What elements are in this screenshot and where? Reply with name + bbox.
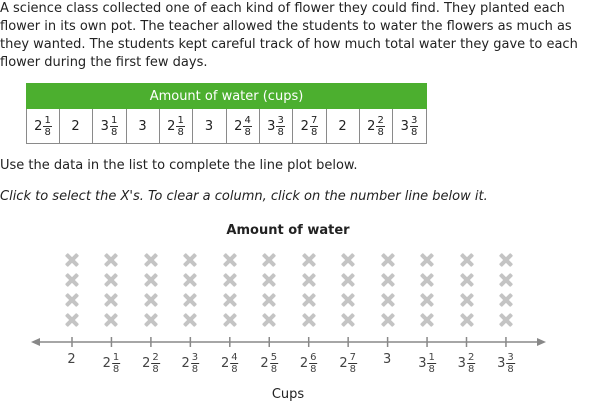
- whole-part: 3: [418, 356, 427, 371]
- x-mark-icon[interactable]: [460, 273, 474, 287]
- mixed-number: [260, 352, 278, 375]
- x-mark-icon[interactable]: [499, 273, 513, 287]
- number-line[interactable]: [0, 332, 600, 352]
- x-mark-icon[interactable]: [381, 313, 395, 327]
- table-cell: [260, 109, 293, 144]
- x-mark-icon[interactable]: [183, 273, 197, 287]
- x-mark-icon[interactable]: [302, 253, 316, 267]
- whole-part: 3: [497, 356, 506, 371]
- denominator: 8: [428, 364, 435, 375]
- numerator: 3: [507, 352, 514, 363]
- table-cell: [360, 109, 393, 144]
- mixed-number: [103, 352, 121, 375]
- fraction: [191, 352, 199, 375]
- denominator: 8: [507, 364, 514, 375]
- x-mark-icon[interactable]: [183, 293, 197, 307]
- whole-part: 3: [100, 118, 109, 134]
- fraction: [151, 352, 159, 375]
- whole-part: 2: [67, 352, 76, 367]
- left-arrow-icon: [31, 338, 40, 346]
- denominator: 8: [467, 364, 475, 375]
- click-instruction-text: Click to select the X's. To clear a column, click on the number line below it.: [0, 189, 488, 204]
- numerator: 3: [410, 114, 418, 126]
- mixed-number: [339, 352, 357, 375]
- fraction: [410, 115, 418, 138]
- x-mark-icon[interactable]: [381, 273, 395, 287]
- table-cell: [227, 109, 260, 144]
- mixed-number: [142, 352, 160, 375]
- x-mark-icon[interactable]: [302, 293, 316, 307]
- mixed-number: [138, 119, 147, 134]
- numerator: 2: [467, 352, 475, 363]
- tick-label[interactable]: [260, 352, 278, 375]
- numerator: 6: [310, 352, 317, 363]
- x-mark-icon[interactable]: [223, 273, 237, 287]
- numerator: 2: [377, 114, 384, 126]
- fraction: [506, 352, 514, 375]
- numerator: 3: [191, 352, 199, 363]
- fraction: [310, 115, 318, 138]
- mixed-number: [383, 352, 392, 367]
- x-mark-icon[interactable]: [499, 313, 513, 327]
- x-mark-icon[interactable]: [144, 273, 158, 287]
- mixed-number: [34, 115, 52, 138]
- table-header: Amount of water (cups): [27, 84, 427, 109]
- table-row: [27, 109, 427, 144]
- x-mark-icon[interactable]: [381, 253, 395, 267]
- tick-label[interactable]: [142, 352, 160, 375]
- numerator: 1: [428, 352, 435, 363]
- x-mark-icon[interactable]: [223, 313, 237, 327]
- whole-part: 3: [204, 118, 214, 134]
- mixed-number: [497, 352, 515, 375]
- whole-part: 2: [142, 356, 151, 371]
- x-mark-icon[interactable]: [223, 253, 237, 267]
- x-mark-icon[interactable]: [104, 313, 118, 327]
- denominator: 8: [152, 364, 159, 375]
- table-cell: [160, 109, 193, 144]
- x-mark-icon[interactable]: [223, 293, 237, 307]
- whole-part: 3: [457, 356, 466, 371]
- tick-label[interactable]: [182, 352, 200, 375]
- x-mark-icon[interactable]: [183, 253, 197, 267]
- x-mark-icon[interactable]: [420, 293, 434, 307]
- tick-label[interactable]: [300, 352, 318, 375]
- denominator: 8: [270, 364, 278, 375]
- denominator: 8: [231, 364, 238, 375]
- tick-label[interactable]: [497, 352, 515, 375]
- whole-part: 2: [260, 356, 269, 371]
- x-mark-icon[interactable]: [460, 293, 474, 307]
- x-mark-icon[interactable]: [144, 313, 158, 327]
- whole-part: 2: [339, 356, 348, 371]
- fraction: [230, 352, 238, 375]
- fraction: [349, 352, 357, 375]
- denominator: 8: [110, 126, 118, 138]
- x-mark-icon[interactable]: [65, 273, 79, 287]
- numerator: 1: [112, 352, 120, 363]
- numerator: 1: [177, 114, 184, 126]
- denominator: 8: [112, 364, 120, 375]
- whole-part: 2: [167, 118, 176, 134]
- denominator: 8: [349, 364, 356, 375]
- water-data-table: [26, 83, 427, 144]
- numerator: 3: [277, 114, 284, 126]
- mixed-number: [182, 352, 200, 375]
- x-mark-icon[interactable]: [341, 253, 355, 267]
- x-mark-icon[interactable]: [341, 313, 355, 327]
- x-mark-icon[interactable]: [183, 313, 197, 327]
- fraction: [309, 352, 317, 375]
- denominator: 8: [177, 126, 184, 138]
- numerator: 7: [310, 114, 318, 126]
- fraction: [243, 115, 251, 138]
- table-cell: [60, 109, 93, 144]
- numerator: 4: [244, 114, 251, 126]
- whole-part: 2: [300, 118, 309, 134]
- x-mark-icon[interactable]: [104, 293, 118, 307]
- fraction: [110, 115, 118, 138]
- mixed-number: [458, 352, 476, 375]
- table-cell: [193, 109, 227, 144]
- x-mark-icon[interactable]: [499, 293, 513, 307]
- table-cell: [127, 109, 160, 144]
- whole-part: 3: [138, 118, 147, 134]
- whole-part: 2: [34, 118, 43, 134]
- whole-part: 2: [71, 118, 80, 134]
- whole-part: 2: [234, 118, 243, 134]
- x-mark-icon[interactable]: [104, 273, 118, 287]
- mixed-number: [367, 115, 385, 138]
- fraction: [428, 352, 436, 375]
- mixed-number: [234, 115, 252, 138]
- mixed-number: [267, 115, 285, 138]
- whole-part: 2: [102, 356, 111, 371]
- numerator: 2: [152, 352, 159, 363]
- instruction-text: Use the data in the list to complete the line plot below.: [0, 158, 358, 173]
- fraction: [276, 115, 284, 138]
- x-mark-icon[interactable]: [420, 273, 434, 287]
- numerator: 1: [110, 114, 118, 126]
- x-mark-icon[interactable]: [144, 293, 158, 307]
- mixed-number: [338, 119, 347, 134]
- mixed-number: [418, 352, 436, 375]
- denominator: 8: [277, 126, 284, 138]
- fraction: [112, 352, 120, 375]
- denominator: 8: [191, 364, 199, 375]
- x-mark-icon[interactable]: [460, 253, 474, 267]
- x-mark-icon[interactable]: [144, 253, 158, 267]
- fraction: [376, 115, 384, 138]
- tick-label[interactable]: [418, 352, 436, 375]
- mixed-number: [67, 352, 76, 367]
- x-mark-icon[interactable]: [262, 273, 276, 287]
- mixed-number: [205, 119, 214, 134]
- x-mark-icon[interactable]: [341, 273, 355, 287]
- line-plot: [0, 240, 600, 402]
- tick-label[interactable]: [103, 352, 121, 375]
- fraction: [270, 352, 278, 375]
- whole-part: 2: [181, 356, 190, 371]
- x-mark-icon[interactable]: [65, 293, 79, 307]
- whole-part: 3: [267, 118, 276, 134]
- denominator: 8: [377, 126, 384, 138]
- numerator: 4: [231, 352, 238, 363]
- x-mark-icon[interactable]: [65, 253, 79, 267]
- x-mark-icon[interactable]: [460, 313, 474, 327]
- x-mark-icon[interactable]: [262, 253, 276, 267]
- mixed-number: [167, 115, 185, 138]
- whole-part: 2: [367, 118, 376, 134]
- denominator: 8: [310, 364, 317, 375]
- table-cell: [293, 109, 327, 144]
- denominator: 8: [44, 126, 51, 138]
- x-mark-icon[interactable]: [381, 293, 395, 307]
- denominator: 8: [310, 126, 318, 138]
- mixed-number: [301, 115, 319, 138]
- table-cell: [93, 109, 127, 144]
- x-axis-label: Cups: [271, 387, 305, 402]
- mixed-number: [71, 119, 80, 134]
- denominator: 8: [244, 126, 251, 138]
- mixed-number: [101, 115, 119, 138]
- whole-part: 3: [400, 118, 409, 134]
- numerator: 7: [349, 352, 356, 363]
- x-mark-icon[interactable]: [420, 253, 434, 267]
- tick-label[interactable]: [339, 352, 357, 375]
- fraction: [43, 115, 51, 138]
- x-mark-icon[interactable]: [262, 293, 276, 307]
- x-mark-icon[interactable]: [420, 313, 434, 327]
- whole-part: 2: [220, 356, 230, 371]
- whole-part: 2: [338, 118, 347, 134]
- tick-label[interactable]: [221, 352, 239, 375]
- x-mark-icon[interactable]: [262, 313, 276, 327]
- mixed-number: [300, 352, 318, 375]
- x-mark-icon[interactable]: [65, 313, 79, 327]
- table-cell: [27, 109, 60, 144]
- tick-label[interactable]: [383, 352, 392, 367]
- x-mark-icon[interactable]: [302, 313, 316, 327]
- fraction: [467, 352, 475, 375]
- denominator: 8: [410, 126, 418, 138]
- whole-part: 3: [382, 352, 392, 367]
- fraction: [176, 115, 184, 138]
- table-cell: [393, 109, 427, 144]
- x-mark-icon[interactable]: [499, 253, 513, 267]
- whole-part: 2: [299, 356, 309, 371]
- numerator: 5: [270, 352, 278, 363]
- numerator: 1: [44, 114, 51, 126]
- right-arrow-icon: [537, 338, 546, 346]
- mixed-number: [221, 352, 239, 375]
- plot-title: Amount of water: [226, 223, 350, 238]
- problem-text: A science class collected one of each kind of flower they could find. They planted each flower in its own pot. The teacher allowed the students to water the flowers as much as they wanted. The students kept careful track of how much total water they gave to each flower during the first few days.: [0, 1, 578, 70]
- x-mark-icon[interactable]: [341, 293, 355, 307]
- x-mark-icon[interactable]: [302, 273, 316, 287]
- tick-label[interactable]: [458, 352, 476, 375]
- x-mark-icon[interactable]: [104, 253, 118, 267]
- tick-label[interactable]: [67, 352, 76, 367]
- table-cell: [327, 109, 360, 144]
- mixed-number: [401, 115, 419, 138]
